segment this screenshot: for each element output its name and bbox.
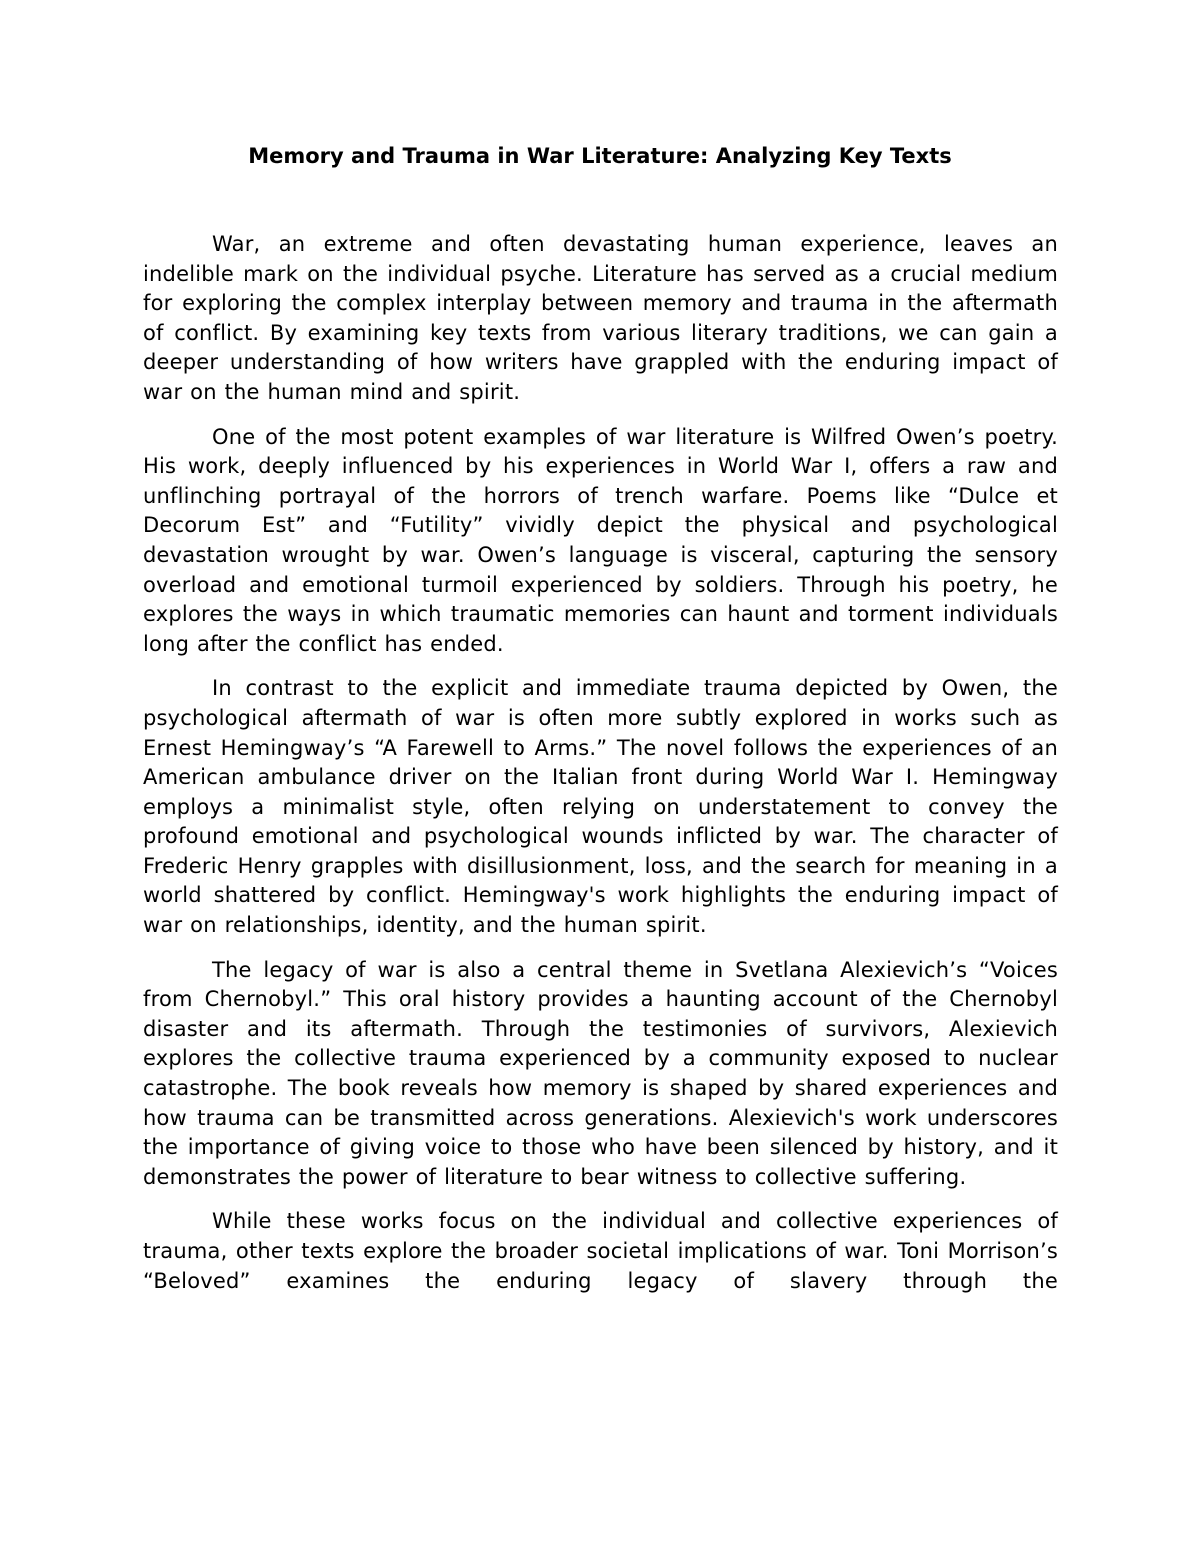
paragraph-hemingway: In contrast to the explicit and immediate trauma depicted by Owen, the psychological aftermath of war is often more subtly explored in works such as Ernest Hemingway’s “A Farewell to Arms.” The novel follows the experiences of an American ambulance driver on the Italian front during World War I. Hemingway employs a minimalist style, often relying on understatement to convey the profound emotional and psychological wounds inflicted by war. The character of Frederic Henry grapples with disillusionment, loss, and the search for meaning in a world shattered by conflict. Hemingway's work highlights the enduring impact of war on relationships, identity, and the human spirit. <box>143 676 1058 938</box>
paragraph-intro: War, an extreme and often devastating human experience, leaves an indelible mark on the individual psyche. Literature has served as a crucial medium for exploring the complex interplay between memory and trauma in the aftermath of conflict. By examining key texts from various literary traditions, we can gain a deeper understanding of how writers have grappled with the enduring impact of war on the human mind and spirit. <box>143 232 1058 404</box>
document-body <box>143 230 1058 1311</box>
paragraph-societal: While these works focus on the individual and collective experiences of trauma, other texts explore the broader societal implications of war. Toni Morrison’s “Beloved” examines the enduring legacy of slavery through the <box>143 1209 1058 1293</box>
document-title: Memory and Trauma in War Literature: Analyzing Key Texts <box>248 144 952 168</box>
paragraph-owen: One of the most potent examples of war literature is Wilfred Owen’s poetry. His work, deeply influenced by his experiences in World War I, offers a raw and unflinching portrayal of the horrors of trench warfare. Poems like “Dulce et Decorum Est” and “Futility” vividly depict the physical and psychological devastation wrought by war. Owen’s language is visceral, capturing the sensory overload and emotional turmoil experienced by soldiers. Through his poetry, he explores the ways in which traumatic memories can haunt and torment individuals long after the conflict has ended. <box>143 424 1058 656</box>
paragraph-alexievich: The legacy of war is also a central theme in Svetlana Alexievich’s “Voices from Chernobyl.” This oral history provides a haunting account of the Chernobyl disaster and its aftermath. Through the testimonies of survivors, Alexievich explores the collective trauma experienced by a community exposed to nuclear catastrophe. The book reveals how memory is shaped by shared experiences and how trauma can be transmitted across generations. Alexievich's work underscores the importance of giving voice to those who have been silenced by history, and it demonstrates the power of literature to bear witness to collective suffering. <box>143 957 1058 1189</box>
